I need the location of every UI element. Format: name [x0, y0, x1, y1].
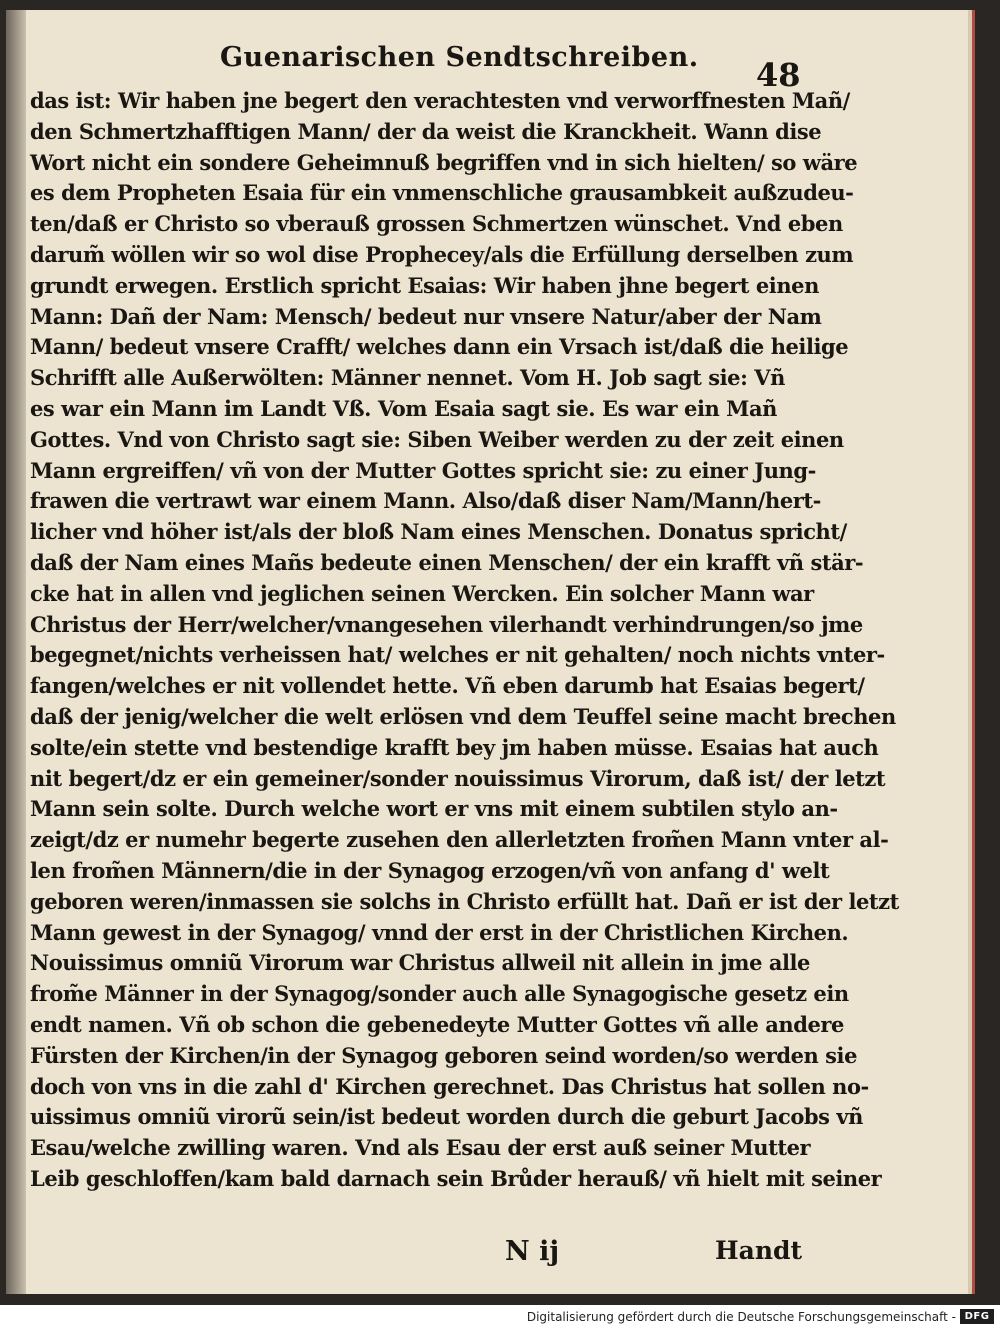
text-line: cke hat in allen vnd jeglichen seinen Wercken. Ein solcher Mann war [30, 580, 814, 606]
text-line: licher vnd höher ist/als der bloß Nam eines Menschen. Donatus spricht/ [30, 519, 847, 545]
text-line: nit begert/dz er ein gemeiner/sonder nouissimus Virorum, daß ist/ der letzt [30, 765, 886, 791]
text-line: Mann/ bedeut vnsere Crafft/ welches dann ein Vrsach ist/daß die heilige [30, 334, 849, 360]
text-line: grundt erwegen. Erstlich spricht Esaias: Wir haben jhne begert einen [30, 272, 819, 298]
text-line: Mann gewest in der Synagog/ vnnd der erst in der Christlichen Kirchen. [30, 919, 849, 945]
text-line: es dem Propheten Esaia für ein vnmenschliche grausambkeit außzudeu- [30, 180, 854, 206]
text-line: Wort nicht ein sondere Geheimnuß begriffen vnd in sich hielten/ so wäre [30, 149, 858, 175]
funding-notice: Digitalisierung gefördert durch die Deutsche Forschungsgemeinschaft - [526, 1310, 956, 1324]
page-gutter-shadow [6, 10, 26, 1294]
body-text [30, 86, 899, 1195]
text-line: Mann ergreiffen/ vñ von der Mutter Gottes spricht sie: zu einer Jung- [30, 457, 816, 483]
text-line: geboren weren/inmassen sie solchs in Christo erfüllt hat. Dañ er ist der letzt [30, 888, 899, 914]
text-line: zeigt/dz er numehr begerte zusehen den allerletzten from̃en Mann vnter al- [30, 827, 889, 853]
text-line: Christus der Herr/welcher/vnangesehen vilerhandt verhindrungen/so jme [30, 611, 863, 637]
text-line: from̃e Männer in der Synagog/sonder auch alle Synagogische gesetz ein [30, 981, 849, 1007]
text-line: darum̃ wöllen wir so wol dise Prophecey/als die Erfüllung derselben zum [30, 241, 854, 267]
text-line: den Schmertzhafftigen Mann/ der da weist die Kranckheit. Wann dise [30, 118, 822, 144]
text-line: Gottes. Vnd von Christo sagt sie: Siben Weiber werden zu der zeit einen [30, 426, 844, 452]
text-line: len from̃en Männern/die in der Synagog erzogen/vñ von anfang d' welt [30, 857, 830, 883]
text-line: Mann: Dañ der Nam: Mensch/ bedeut nur vnsere Natur/aber der Nam [30, 303, 822, 329]
text-line: Esau/welche zwilling waren. Vnd als Esau der erst auß seiner Mutter [30, 1135, 811, 1161]
text-line: doch von vns in die zahl d' Kirchen gerechnet. Das Christus hat sollen no- [30, 1073, 869, 1099]
footer-bar [0, 1305, 1000, 1329]
text-line: frawen die vertrawt war einem Mann. Also/daß diser Nam/Mann/hert- [30, 488, 821, 514]
text-line: Nouissimus omniũ Virorum war Christus allweil nit allein in jme alle [30, 950, 810, 976]
text-line: uissimus omniũ virorũ sein/ist bedeut worden durch die geburt Jacobs vñ [30, 1104, 863, 1130]
text-line: ten/daß er Christo so vberauß grossen Schmertzen wünschet. Vnd eben [30, 211, 843, 237]
text-line: fangen/welches er nit vollendet hette. Vñ eben darumb hat Esaias begert/ [30, 673, 865, 699]
text-line: endt namen. Vñ ob schon die gebenedeyte Mutter Gottes vñ alle andere [30, 1011, 844, 1037]
signature-mark: N ij [505, 1236, 560, 1267]
running-head: Guenarischen Sendtschreiben. [220, 42, 699, 73]
text-line: begegnet/nichts verheissen hat/ welches er nit gehalten/ noch nichts vnter- [30, 642, 885, 668]
text-line: daß der jenig/welcher die welt erlösen vnd dem Teuffel seine macht brechen [30, 703, 896, 729]
text-line: es war ein Mann im Landt Vß. Vom Esaia sagt sie. Es war ein Mañ [30, 395, 777, 421]
text-line: daß der Nam eines Mañs bedeute einen Menschen/ der ein krafft vñ stär- [30, 549, 864, 575]
text-line: Leib geschloffen/kam bald darnach sein Brůder herauß/ vñ hielt mit seiner [30, 1165, 882, 1191]
text-line: solte/ein stette vnd bestendige krafft bey jm haben müsse. Esaias hat auch [30, 734, 879, 760]
text-line: Fürsten der Kirchen/in der Synagog geboren seind worden/so werden sie [30, 1042, 857, 1068]
dfg-logo: DFG [960, 1309, 994, 1324]
text-line: das ist: Wir haben jne begert den verachtesten vnd verworffnesten Mañ/ [30, 88, 850, 113]
text-line: Schrifft alle Außerwölten: Männer nennet. Vom H. Job sagt sie: Vñ [30, 365, 785, 391]
catchword: Handt [715, 1236, 803, 1265]
text-line: Mann sein solte. Durch welche wort er vns mit einem subtilen stylo an- [30, 796, 838, 822]
page-number: 48 [756, 56, 801, 94]
